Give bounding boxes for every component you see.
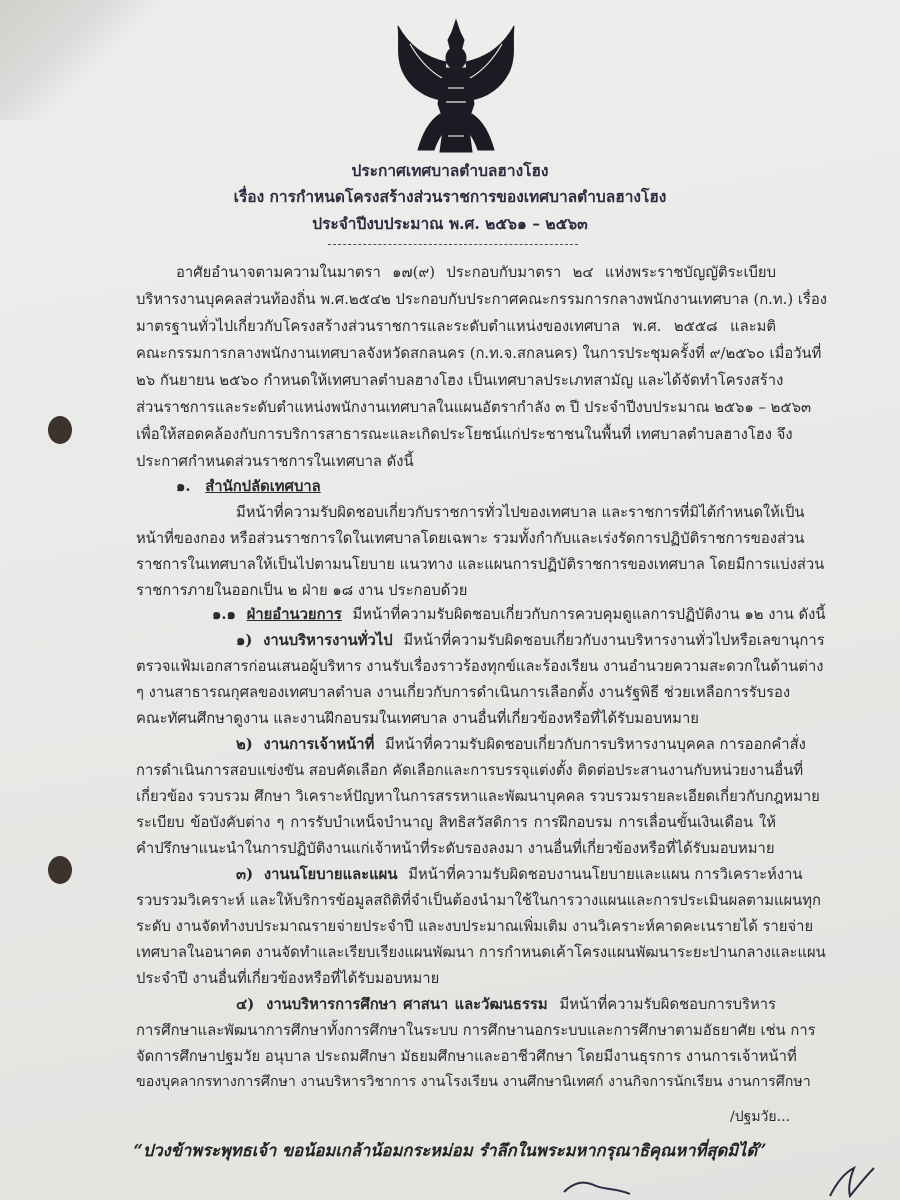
item-text: มีหน้าที่ความรับผิดชอบเกี่ยวกับงานบริหารงานทั่วไปหรือเลขานุการ — [403, 632, 825, 649]
section-body-line: มีหน้าที่ความรับผิดชอบเกี่ยวกับราชการทั่วไปของเทศบาล และราชการที่มิได้กำหนดให้เป็น — [236, 504, 805, 521]
signature-mark-icon — [560, 1168, 640, 1198]
subject-line: เรื่อง การกำหนดโครงสร้างส่วนราชการของเทศบาลตำบลฮางโฮง — [233, 187, 667, 206]
header-divider — [328, 244, 578, 245]
item-number: ๓) — [236, 866, 254, 883]
garuda-emblem-icon — [388, 18, 524, 156]
subsection-line — [212, 604, 826, 625]
item-body-line: ประจำปี งานอื่นที่เกี่ยวข้องหรือที่ได้รับมอบหมาย — [136, 970, 440, 987]
subsection-text: มีหน้าที่ความรับผิดชอบเกี่ยวกับการควบคุมดูแลการปฏิบัติงาน ๑๒ งาน ดังนี้ — [352, 606, 826, 623]
item-number: ๔) — [236, 996, 255, 1013]
item-heading — [236, 630, 825, 651]
item-body-line: ตรวจแฟ้มเอกสารก่อนเสนอผู้บริหาร งานรับเรื่องราวร้องทุกข์และร้องเรียน งานอำนวยความสะดวกในด้านต่าง — [136, 658, 824, 675]
item-title: งานนโยบายและแผน — [263, 866, 398, 883]
continuation-marker: /ปฐมวัย... — [730, 1109, 790, 1125]
preamble-line: คณะกรรมการกลางพนักงานเทศบาลจังหวัดสกลนคร (ก.ท.จ.สกลนคร) ในการประชุมครั้งที่ ๙/๒๕๖๐ เมื่อวันที่ — [136, 345, 822, 362]
page-fold-shadow — [0, 0, 160, 120]
item-body-line: คณะทัศนศึกษาดูงาน และงานฝึกอบรมในเทศบาล งานอื่นที่เกี่ยวข้องหรือที่ได้รับมอบหมาย — [136, 710, 699, 727]
item-title: งานบริหารการศึกษา ศาสนา และวัฒนธรรม — [266, 996, 548, 1013]
initials-mark-icon — [820, 1160, 880, 1200]
subsection-title: ฝ่ายอำนวยการ — [246, 606, 342, 623]
item-heading — [236, 734, 806, 755]
item-number: ๒) — [236, 736, 253, 753]
punch-hole-top — [48, 416, 72, 444]
item-body-line: รวบรวมวิเคราะห์ และให้บริการข้อมูลสถิติที่จำเป็นต้องนำมาใช้ในการวางแผนและการประเมินผลตามแผนทุก — [136, 892, 822, 909]
item-body-line: ระดับ งานจัดทำงบประมาณรายจ่ายประจำปี และงบประมาณเพิ่มเติม งานวิเคราะห์คาดคะเนรายได้ รายจ่าย — [136, 918, 814, 935]
preamble-line: ๒๖ กันยายน ๒๕๖๐ กำหนดให้เทศบาลตำบลฮางโฮง เป็นเทศบาลประเภทสามัญ และได้จัดทำโครงสร้าง — [136, 372, 784, 389]
item-text: มีหน้าที่ความรับผิดชอบเกี่ยวกับการบริหารงานบุคคล การออกคำสั่ง — [385, 736, 806, 753]
punch-hole-bottom — [48, 856, 72, 884]
item-body-line: คำปรึกษาแนะนำในการปฏิบัติงานแก่เจ้าหน้าที่ระดับรองลงมา งานอื่นที่เกี่ยวข้องหรือที่ได้รับมอบหมาย — [136, 840, 775, 857]
section-body-line: ราชการภายในออกเป็น ๒ ฝ่าย ๑๘ งาน ประกอบด้วย — [136, 582, 468, 599]
item-text: มีหน้าที่ความรับผิดชอบงานนโยบายและแผน การวิเคราะห์งาน — [408, 866, 803, 883]
announcement-title: ประกาศเทศบาลตำบลฮางโฮง — [351, 161, 549, 180]
item-heading — [236, 864, 803, 885]
item-body-line: การศึกษาและพัฒนาการศึกษาทั้งการศึกษาในระบบ การศึกษานอกระบบและการศึกษาตามอัธยาศัย เช่น การ — [136, 1022, 816, 1039]
preamble-line: ส่วนราชการและระดับตำแหน่งพนักงานเทศบาลในแผนอัตรากำลัง ๓ ปี ประจำปีงบประมาณ ๒๕๖๑ – ๒๕๖๓ — [136, 399, 812, 416]
section-body-line: ราชการในเทศบาลให้เป็นไปตามนโยบาย แนวทาง และแผนการปฏิบัติราชการของเทศบาล โดยมีการแบ่งส่วน — [136, 556, 825, 573]
item-title: งานบริหารงานทั่วไป — [263, 632, 393, 649]
item-body-line: เกี่ยวข้อง รวบรวม ศึกษา วิเคราะห์ปัญหาในการสรรหาและพัฒนาบุคคล รวบรวมรายละเอียดเกี่ยวกับกฎหมาย — [136, 788, 820, 805]
item-heading — [236, 994, 776, 1015]
item-body-line: การดำเนินการสอบแข่งขัน สอบคัดเลือก คัดเลือกและการบรรจุแต่งตั้ง ติดต่อประสานงานกับหน่วยงานอื่นที่ — [136, 762, 804, 779]
item-title: งานการเจ้าหน้าที่ — [263, 736, 375, 753]
preamble-line: อาศัยอำนาจตามความในมาตรา ๑๗(๙) ประกอบกับมาตรา ๒๔ แห่งพระราชบัญญัติระเบียบ — [176, 264, 776, 281]
section-body-line: หน้าที่ของกอง หรือส่วนราชการใดในเทศบาลโดยเฉพาะ รวมทั้งกำกับและเร่งรัดการปฏิบัติราชการของส่วน — [136, 530, 805, 547]
section-heading — [176, 476, 576, 497]
item-body-line: เทศบาลในอนาคต งานจัดทำและเรียบเรียงแผนพัฒนา การกำหนดเค้าโครงแผนพัฒนาระยะปานกลางและแผน — [136, 944, 826, 961]
item-text: มีหน้าที่ความรับผิดชอบการบริหาร — [559, 996, 776, 1013]
section-number: ๑. — [176, 478, 191, 495]
item-body-line: จัดการศึกษาปฐมวัย อนุบาล ประถมศึกษา มัธยมศึกษาและอาชีวศึกษา โดยมีงานธุรการ งานการเจ้าหน้าที่ — [136, 1048, 797, 1065]
item-body-line: ระเบียบ ข้อบังคับต่าง ๆ การรับบำเหน็จบำนาญ สิทธิสวัสดิการ การฝึกอบรม การเลื่อนขั้นเงินเดือน ให้ — [136, 814, 776, 831]
preamble-line: ประกาศกำหนดส่วนราชการในเทศบาล ดังนี้ — [136, 453, 414, 470]
preamble-line: บริหารงานบุคคลส่วนท้องถิ่น พ.ศ.๒๕๔๒ ประกอบกับประกาศคณะกรรมการกลางพนักงานเทศบาล (ก.ท.) เรื่อง — [136, 291, 827, 308]
preamble-line: มาตรฐานทั่วไปเกี่ยวกับโครงสร้างส่วนราชการและระดับตำแหน่งของเทศบาล พ.ศ. ๒๕๕๘ และมติ — [136, 318, 776, 335]
fiscal-year-line: ประจำปีงบประมาณ พ.ศ. ๒๕๖๑ – ๒๕๖๓ — [312, 214, 588, 233]
item-number: ๑) — [236, 632, 253, 649]
subsection-number: ๑.๑ — [212, 606, 236, 623]
section-title: สำนักปลัดเทศบาล — [205, 478, 321, 495]
royal-motto: “ปวงข้าพระพุทธเจ้า ขอน้อมเกล้าน้อมกระหม่อม รำลึกในพระมหากรุณาธิคุณหาที่สุดมิได้” — [133, 1141, 767, 1160]
item-body-line: ของบุคลากรทางการศึกษา งานบริหารวิชาการ งานโรงเรียน งานศึกษานิเทศก์ งานกิจการนักเรียน งานการศึกษา — [136, 1074, 811, 1090]
item-body-line: ๆ งานสาธารณกุศลของเทศบาลตำบล งานเกี่ยวกับการดำเนินการเลือกตั้ง งานรัฐพิธี ช่วยเหลือการรับรอง — [136, 684, 791, 701]
preamble-line: เพื่อให้สอดคล้องกับการบริการสาธารณะและเกิดประโยชน์แก่ประชาชนในพื้นที่ เทศบาลตำบลฮางโฮง จึง — [136, 426, 793, 443]
